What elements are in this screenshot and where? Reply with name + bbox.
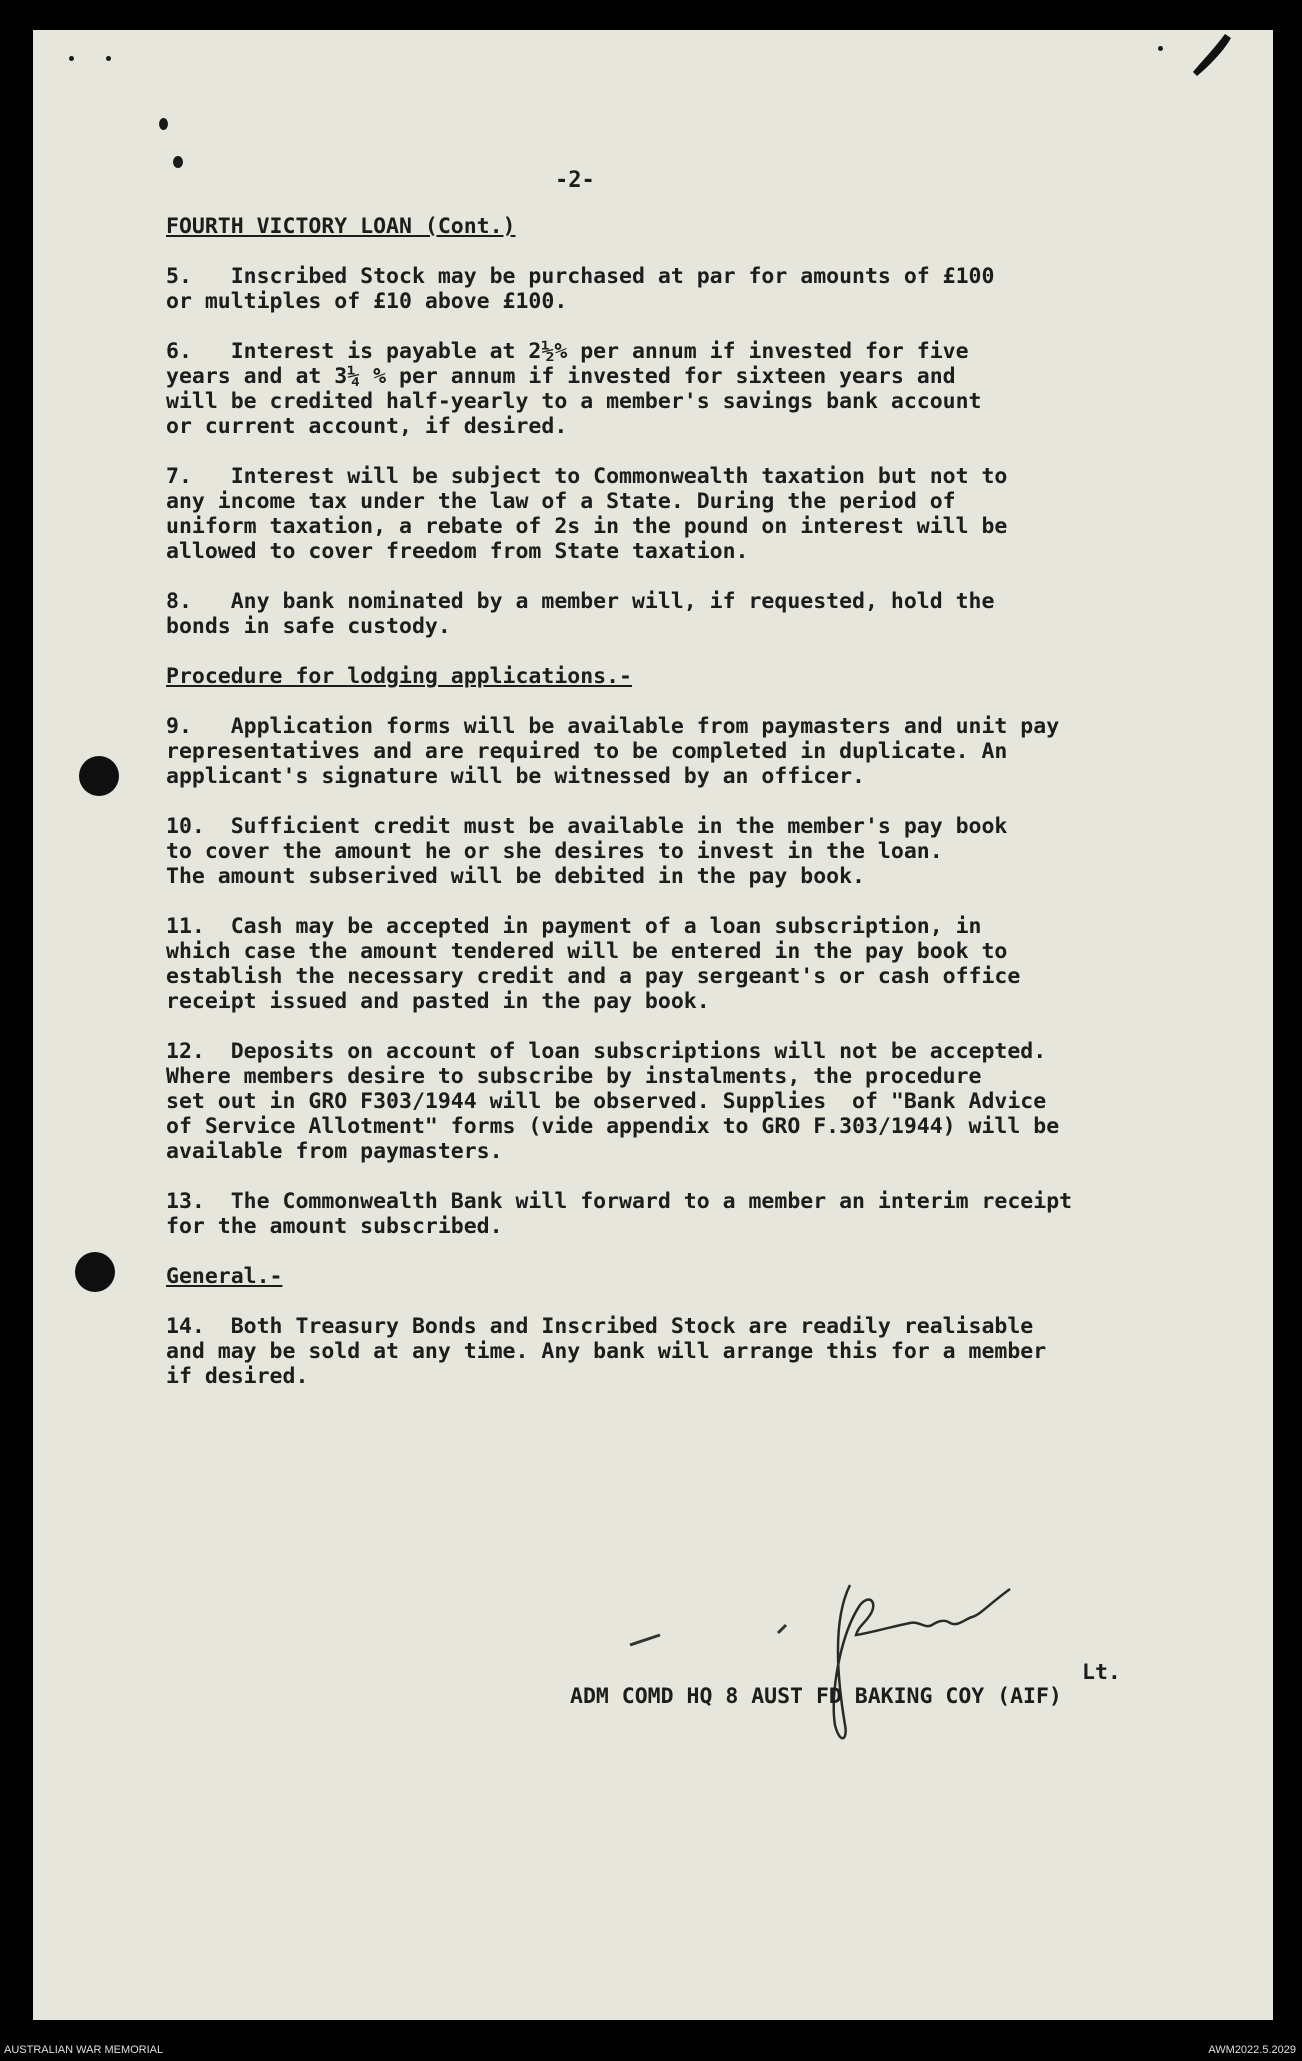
ink-speck [106, 56, 111, 61]
punch-hole-top [79, 756, 119, 796]
footer-institution: AUSTRALIAN WAR MEMORIAL [4, 2044, 164, 2056]
paragraph-7: 7. Interest will be subject to Commonwealth taxation but not to any income tax under the law of a State. During the period of uniform taxation, a rebate of 2s in the pound on interest will be allowed to cover freedom from State taxation. [166, 464, 1008, 564]
ink-speck [69, 56, 74, 61]
paragraph-10: 10. Sufficient credit must be available in the member's pay book to cover the amount he or she desires to invest in the loan. The amount subserived will be debited in the pay book. [166, 814, 1008, 889]
signatory-unit: ADM COMD HQ 8 AUST FD BAKING COY (AIF) [570, 1684, 1062, 1709]
section-heading: FOURTH VICTORY LOAN (Cont.) [166, 214, 516, 239]
paragraph-14: 14. Both Treasury Bonds and Inscribed Stock are readily realisable and may be sold at any time. Any bank will arrange this for a member if desired. [166, 1314, 1047, 1389]
torn-corner-icon [1173, 30, 1243, 80]
footer-accession-id: AWM2022.5.2029 [1208, 2044, 1296, 2056]
paragraph-6: 6. Interest is payable at 2½% per annum if invested for five years and at 3¼ % per annum if invested for sixteen years and will be credited half-yearly to a member's savings bank account or current account, if desired. [166, 339, 982, 439]
general-heading: General.- [166, 1264, 283, 1289]
paragraph-13: 13. The Commonwealth Bank will forward to a member an interim receipt for the amount subscribed. [166, 1189, 1073, 1239]
paragraph-8: 8. Any bank nominated by a member will, if requested, hold the bonds in safe custody. [166, 589, 995, 639]
document-body [166, 214, 1216, 1389]
ink-speck [173, 156, 183, 168]
signatory-rank: Lt. [1082, 1660, 1121, 1685]
paragraph-9: 9. Application forms will be available from paymasters and unit pay representatives and are required to be completed in duplicate. An applicant's signature will be witnessed by an officer. [166, 714, 1060, 789]
procedure-heading: Procedure for lodging applications.- [166, 664, 632, 689]
paragraph-12: 12. Deposits on account of loan subscriptions will not be accepted. Where members desire to subscribe by instalments, the procedure set out in GRO F303/1944 will be observed. Supplies of "Bank Advice of Service Allotment" forms (vide appendix to GRO F.303/1944) will be available from paymasters. [166, 1039, 1060, 1164]
ink-speck [1158, 46, 1163, 51]
page-number: -2- [555, 168, 595, 193]
ink-speck [159, 118, 168, 130]
punch-hole-bottom [75, 1252, 115, 1292]
handwritten-signature [620, 1575, 1040, 1755]
paragraph-11: 11. Cash may be accepted in payment of a loan subscription, in which case the amount tendered will be entered in the pay book to establish the necessary credit and a pay sergeant's or cash office receipt issued and pasted in the pay book. [166, 914, 1021, 1014]
paragraph-5: 5. Inscribed Stock may be purchased at par for amounts of £100 or multiples of £10 above £100. [166, 264, 995, 314]
